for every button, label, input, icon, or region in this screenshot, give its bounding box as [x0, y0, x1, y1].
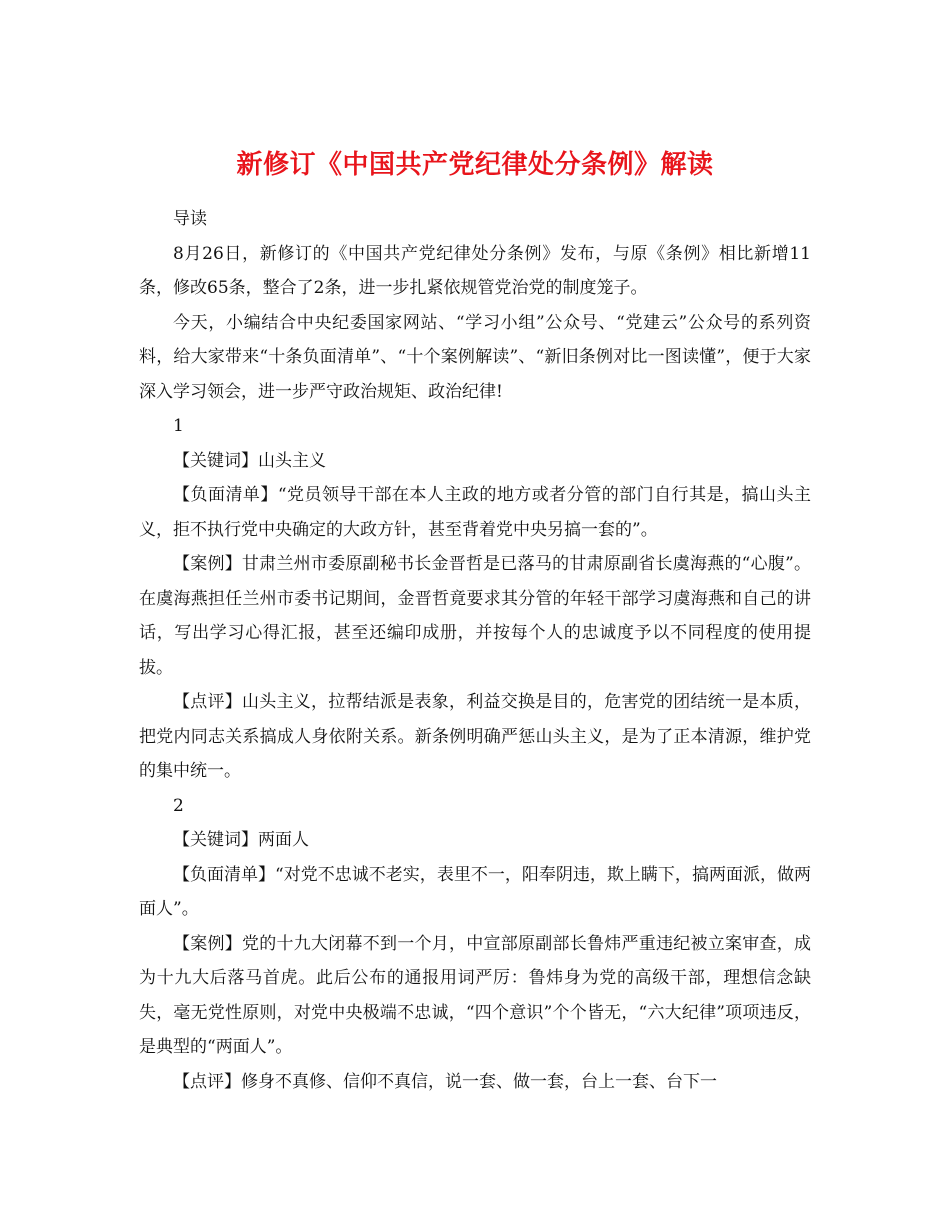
comment-2: 【点评】修身不真修、信仰不真信，说一套、做一套，台上一套、台下一 — [173, 1071, 717, 1092]
section-number-1: 1 — [173, 416, 184, 436]
section-number-2: 2 — [173, 795, 184, 816]
paragraph-release-summary: 8月26日，新修订的《中国共产党纪律处分条例》发布，与原《条例》相比新增11条，修改65条，整合了2条，进一步扎紧依规管党治党的制度笼子。 — [139, 243, 811, 298]
keyword-2: 【关键词】两面人 — [173, 830, 309, 850]
comment-1: 【点评】山头主义，拉帮结派是表象，利益交换是目的，危害党的团结统一是本质，把党内同志关系搞成人身依附关系。新条例明确严惩山头主义，是为了正本清源，维护党的集中统一。 — [139, 692, 811, 781]
case-2: 【案例】党的十九大闭幕不到一个月，中宣部原副部长鲁炜严重违纪被立案审查，成为十九大后落马首虎。此后公布的通报用词严厉：鲁炜身为党的高级干部，理想信念缺失，毫无党性原则，对党中央极端不忠诚，“四个意识”个个皆无，“六大纪律”项项违反，是典型的“两面人”。 — [139, 933, 811, 1057]
keyword-1: 【关键词】山头主义 — [173, 450, 326, 471]
negative-list-2: 【负面清单】“对党不忠诚不老实，表里不一，阳奉阴违，欺上瞒下，搞两面派，做两面人”。 — [139, 864, 811, 919]
negative-list-1: 【负面清单】“党员领导干部在本人主政的地方或者分管的部门自行其是，搞山头主义，拒不执行党中央确定的大政方针，甚至背着党中央另搞一套的”。 — [139, 485, 811, 540]
paragraph-today-intro: 今天，小编结合中央纪委国家网站、“学习小组”公众号、“党建云”公众号的系列资料，给大家带来“十条负面清单”、“十个案例解读”、“新旧条例对比一图读懂”，便于大家深入学习领会，进一步严守政治规矩、政治纪律! — [139, 312, 811, 402]
case-1: 【案例】甘肃兰州市委原副秘书长金晋哲是已落马的甘肃原副省长虞海燕的“心腹”。在虞海燕担任兰州市委书记期间，金晋哲竟要求其分管的年轻干部学习虞海燕和自己的讲话，写出学习心得汇报，甚至还编印成册，并按每个人的忠诚度予以不同程度的使用提拔。 — [139, 554, 811, 678]
paragraph-intro-heading: 导读 — [173, 209, 207, 229]
document-title: 新修订《中国共产党纪律处分条例》解读 — [236, 150, 714, 181]
document-body — [139, 202, 811, 1099]
